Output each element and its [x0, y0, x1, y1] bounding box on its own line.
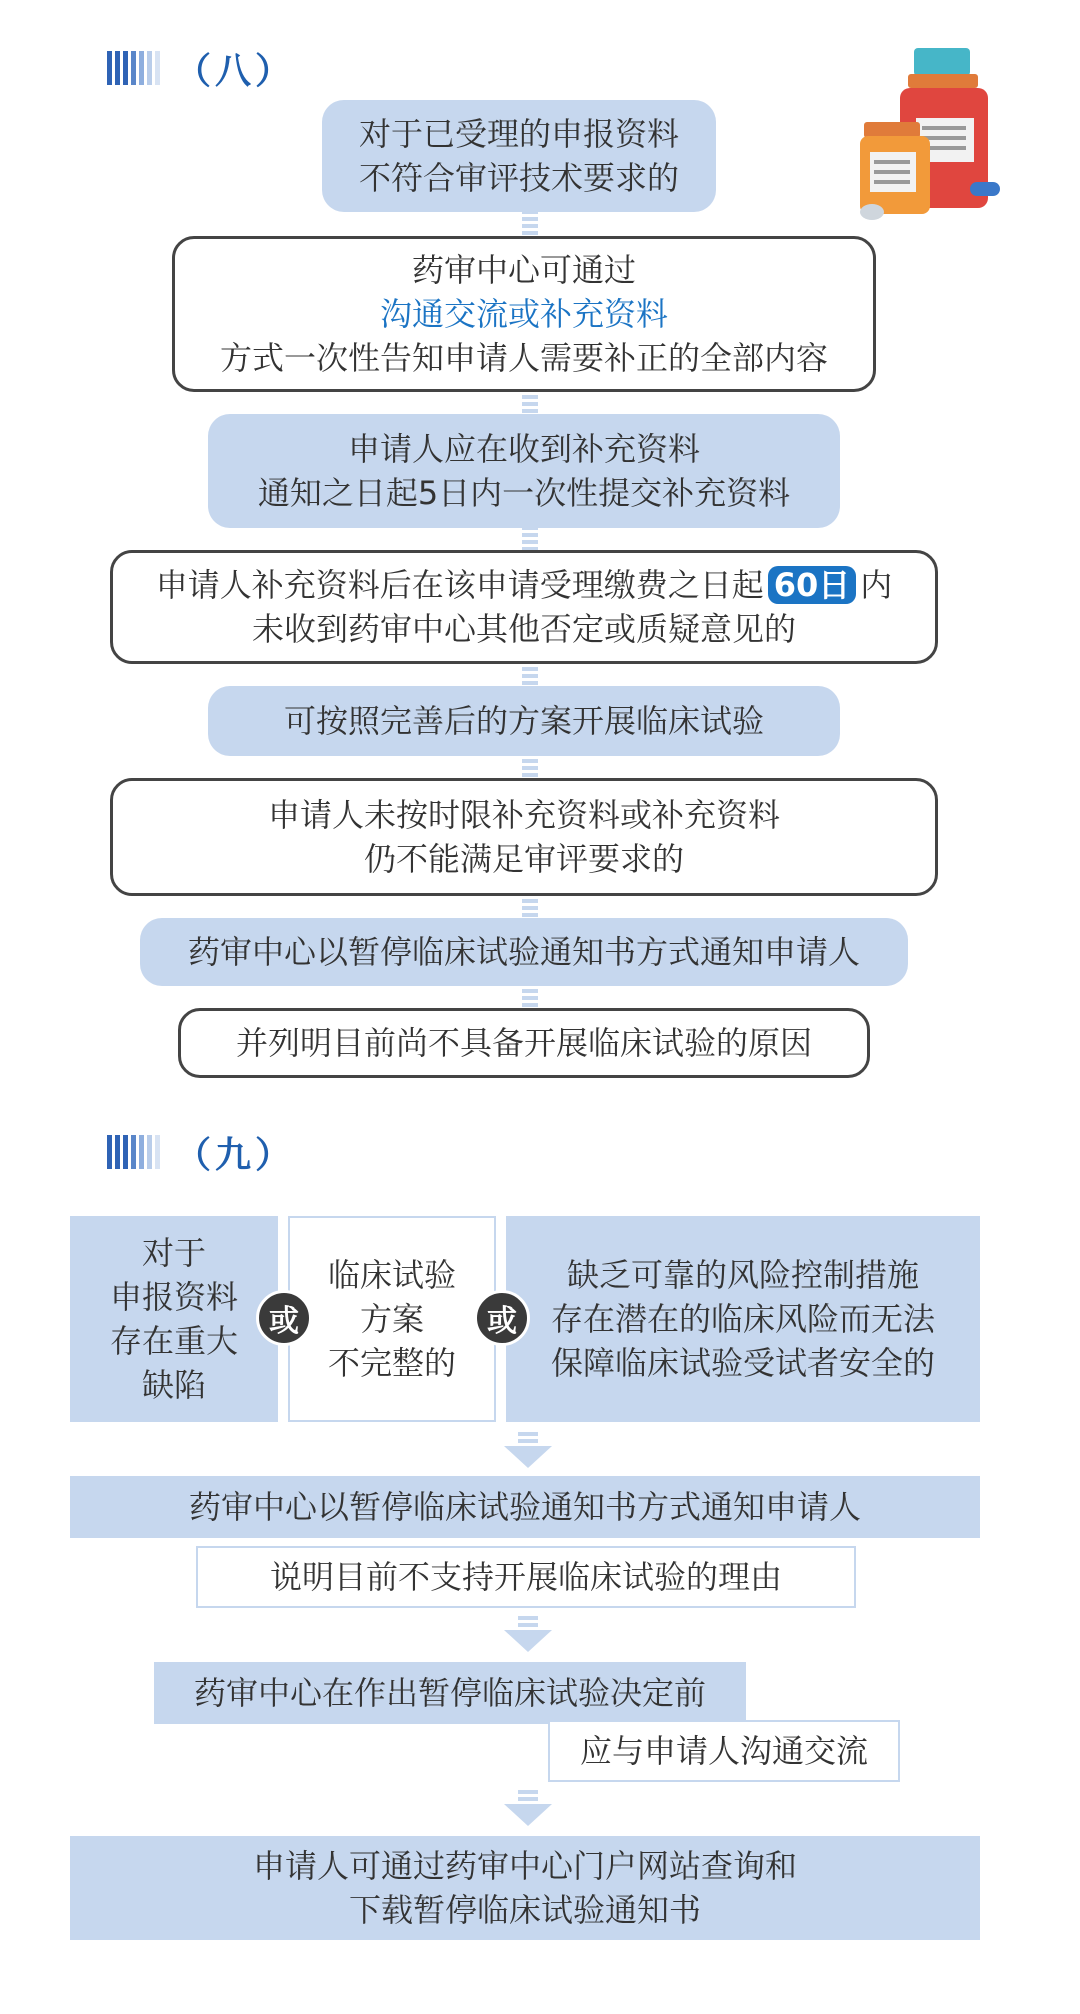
flow-step-notify-supplement: 药审中心可通过 沟通交流或补充资料 方式一次性告知申请人需要补正的全部内容: [172, 236, 876, 392]
flow-step-failed-requirements: 申请人未按时限补充资料或补充资料 仍不能满足审评要求的: [110, 778, 938, 896]
stripes-icon: [107, 51, 163, 85]
flow-step-suspension-notice: 药审中心以暂停临床试验通知书方式通知申请人: [70, 1476, 980, 1538]
flow-step-communicate: 应与申请人沟通交流: [548, 1720, 900, 1782]
down-arrow-icon: [504, 1616, 552, 1652]
down-arrow-icon: [504, 1790, 552, 1826]
section8-heading: [107, 48, 296, 92]
flow-step-unqualified-materials: 对于已受理的申报资料 不符合审评技术要求的: [322, 100, 716, 212]
flow-step-submit-within-5-days: 申请人应在收到补充资料 通知之日起5日内一次性提交补充资料: [208, 414, 840, 528]
section9-heading: [107, 1132, 296, 1176]
condition-risk-control: 缺乏可靠的风险控制措施 存在潜在的临床风险而无法 保障临床试验受试者安全的: [506, 1216, 980, 1422]
flow-step-proceed-trial: 可按照完善后的方案开展临床试验: [208, 686, 840, 756]
condition-major-defects: 对于 申报资料 存在重大 缺陷: [70, 1216, 278, 1422]
down-arrow-icon: [504, 1432, 552, 1468]
or-badge: 或: [474, 1290, 530, 1346]
flow-step-before-decision: 药审中心在作出暂停临床试验决定前: [154, 1662, 746, 1724]
or-badge: 或: [256, 1290, 312, 1346]
stripes-icon: [107, 1135, 163, 1169]
medicine-bottles-icon: [852, 40, 1002, 225]
sixty-days-badge: 60日: [768, 566, 857, 604]
section9-title: （九）: [175, 1134, 296, 1176]
condition-incomplete-plan: 临床试验 方案 不完整的: [288, 1216, 496, 1422]
flow-step-60-day-window: 申请人补充资料后在该申请受理缴费之日起 60日 内 未收到药审中心其他否定或质疑意见的: [110, 550, 938, 664]
highlight-text: 沟通交流或补充资料: [379, 295, 668, 333]
flow-step-list-reasons: 并列明目前尚不具备开展临床试验的原因: [178, 1008, 870, 1078]
flow-step-explain-reason: 说明目前不支持开展临床试验的理由: [196, 1546, 856, 1608]
section8-title: （八）: [175, 50, 296, 92]
flow-step-download-notice: 申请人可通过药审中心门户网站查询和 下载暂停临床试验通知书: [70, 1836, 980, 1940]
flow-step-suspension-notice: 药审中心以暂停临床试验通知书方式通知申请人: [140, 918, 908, 986]
